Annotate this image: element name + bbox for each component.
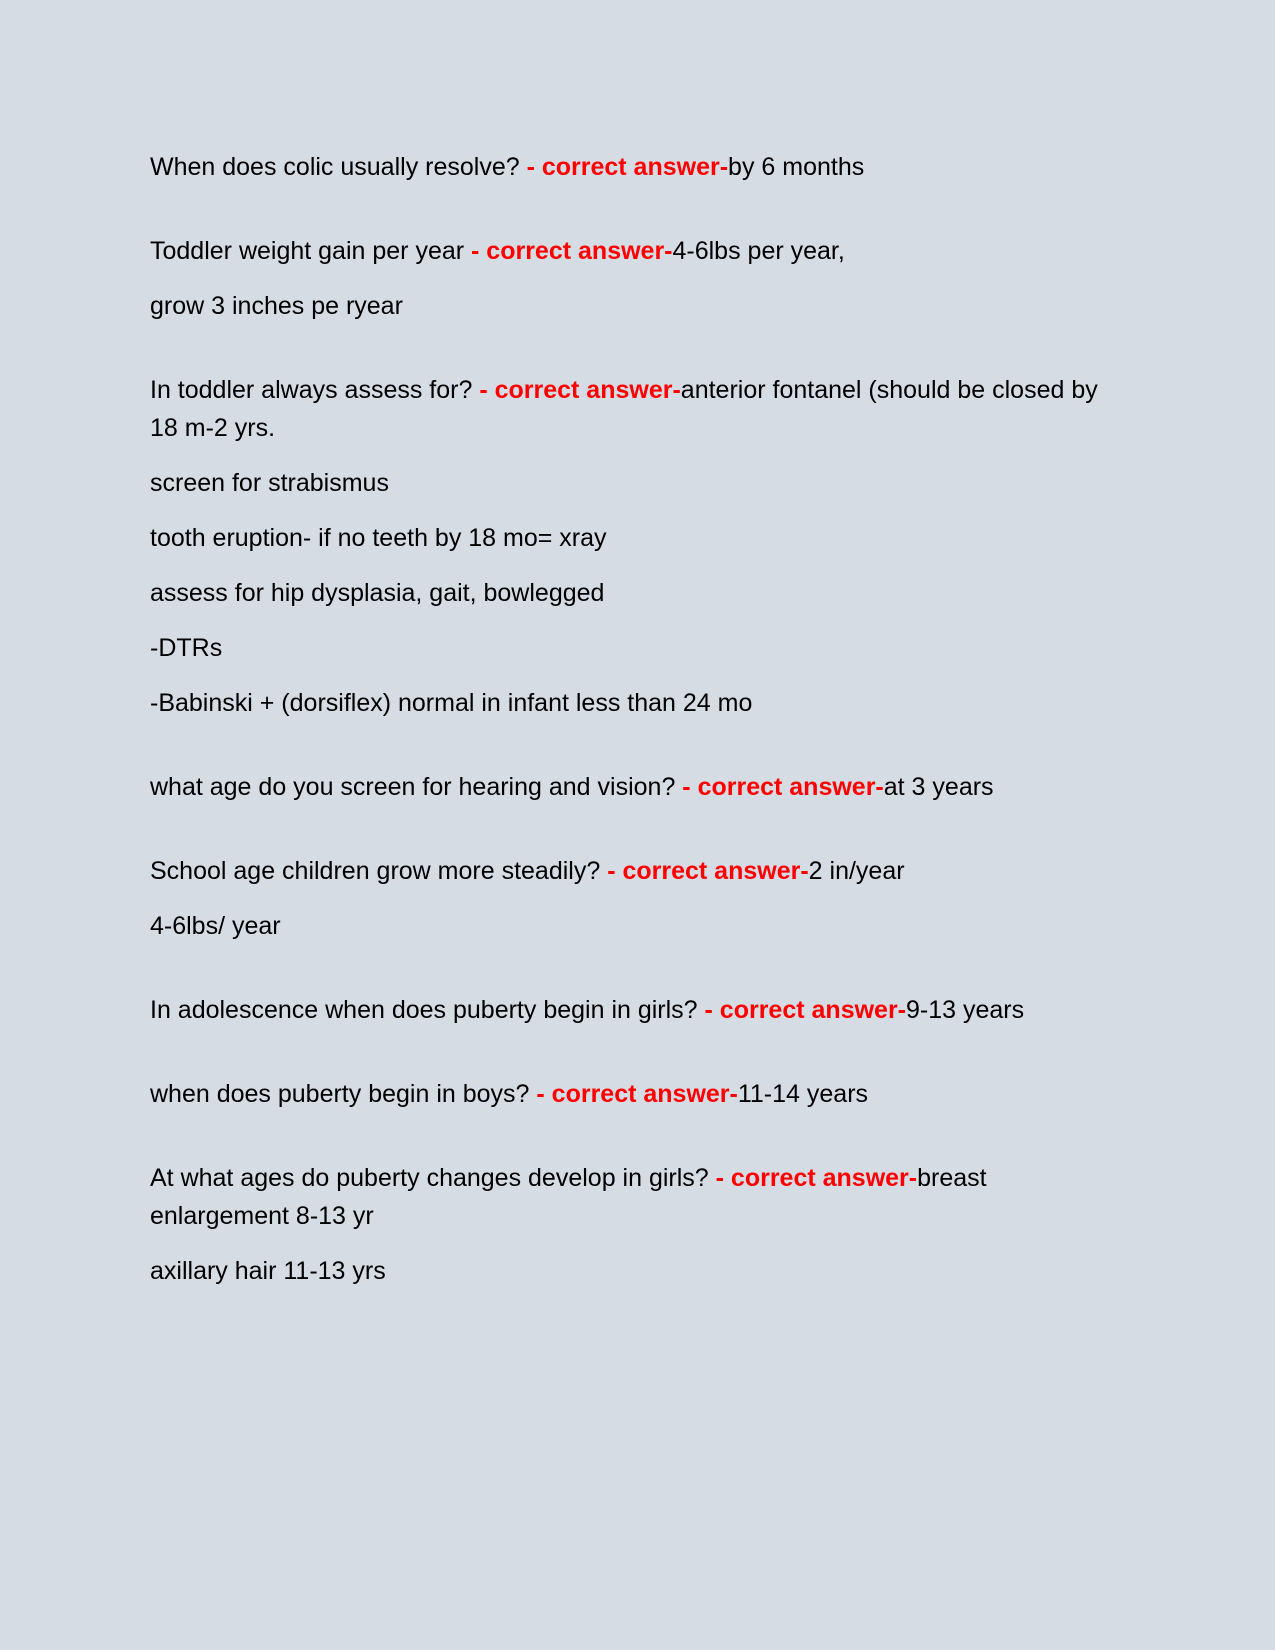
answer-extra-line: -Babinski + (dorsiflex) normal in infant less than 24 mo [150, 689, 753, 717]
question-text: In adolescence when does puberty begin in girls? [150, 996, 705, 1024]
question-line [150, 148, 1130, 186]
answer-text: 4-6lbs per year, [672, 237, 845, 265]
qa-item [150, 148, 1130, 186]
answer-extra-line: -DTRs [150, 634, 223, 662]
question-line [150, 768, 1130, 806]
question-text: At what ages do puberty changes develop in girls? [150, 1164, 716, 1192]
question-line [150, 852, 1130, 890]
answer-extra-line: axillary hair 11-13 yrs [150, 1257, 386, 1285]
qa-item [150, 768, 1130, 806]
question-line [150, 232, 1130, 270]
answer-extra-line: 4-6lbs/ year [150, 912, 281, 940]
answer-text: anterior fontanel (should be closed by 18 m-2 yrs. [150, 376, 1098, 442]
answer-extra-line: assess for hip dysplasia, gait, bowlegged [150, 579, 605, 607]
question-text: when does puberty begin in boys? [150, 1080, 537, 1108]
question-text: Toddler weight gain per year [150, 237, 472, 265]
correct-answer-marker: - correct answer- [682, 773, 884, 801]
correct-answer-marker: - correct answer- [471, 237, 673, 265]
qa-item [150, 1075, 1130, 1113]
question-line [150, 991, 1130, 1029]
question-text: what age do you screen for hearing and vision? [150, 773, 683, 801]
answer-text: 2 in/year [808, 857, 905, 885]
answer-extra-line: screen for strabismus [150, 469, 389, 497]
correct-answer-marker: - correct answer- [536, 1080, 738, 1108]
answer-text: 9-13 years [906, 996, 1025, 1024]
correct-answer-marker: - correct answer- [479, 376, 681, 404]
question-text: School age children grow more steadily? [150, 857, 608, 885]
correct-answer-marker: - correct answer- [704, 996, 906, 1024]
correct-answer-marker: - correct answer- [526, 153, 729, 181]
answer-text: by 6 months [728, 153, 865, 181]
question-line [150, 1075, 1130, 1113]
correct-answer-marker: - correct answer- [715, 1164, 918, 1192]
answer-text: at 3 years [883, 773, 994, 801]
correct-answer-marker: - correct answer- [607, 857, 809, 885]
answer-text: breast enlargement 8-13 yr [150, 1164, 987, 1230]
qa-item [150, 1159, 1130, 1290]
question-line [150, 1159, 1130, 1235]
qa-item [150, 371, 1130, 722]
qa-item [150, 852, 1130, 945]
answer-text: 11-14 years [737, 1080, 869, 1108]
question-text: When does colic usually resolve? [150, 153, 527, 181]
question-line [150, 371, 1130, 447]
qa-item [150, 991, 1130, 1029]
answer-extra-line: tooth eruption- if no teeth by 18 mo= xray [150, 524, 607, 552]
document-body [150, 148, 1130, 1336]
question-text: In toddler always assess for? [150, 376, 480, 404]
qa-item [150, 232, 1130, 325]
answer-extra-line: grow 3 inches pe ryear [150, 292, 403, 320]
